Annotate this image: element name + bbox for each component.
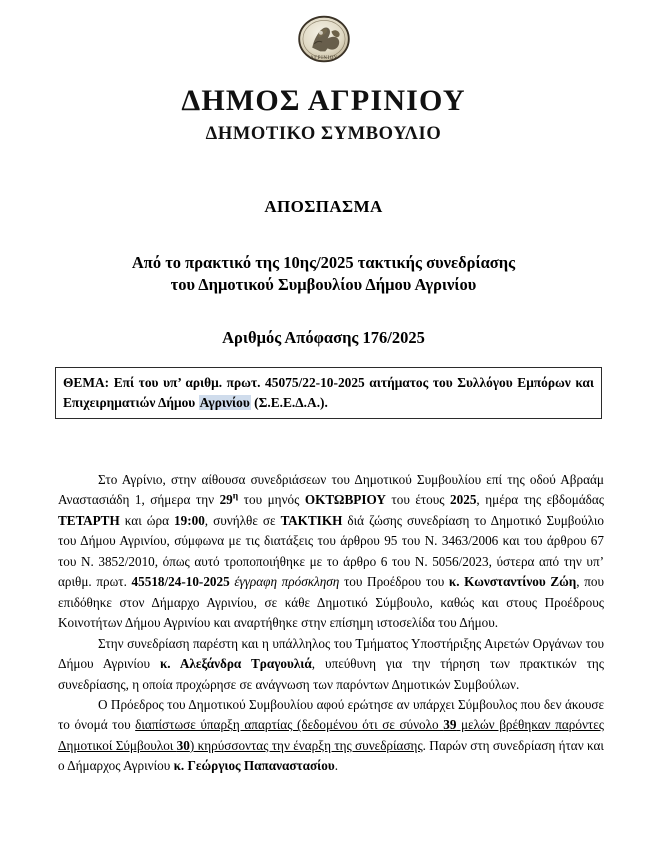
p3-total-members: 39 [443,717,457,733]
p1-day-suffix: η [232,492,239,503]
organization-subtitle: ΔΗΜΟΤΙΚΟ ΣΥΜΒΟΥΛΙΟ [205,123,442,144]
subject-box [55,367,602,419]
p1-seg-1: Στο Αγρίνιο, στην αίθουσα συνεδριάσεων του Δημοτικού Συμβουλίου επί της οδού Αβραάμ Αναστασιάδη 1, σήμερα την [58,472,604,508]
decision-number: Αριθμός Απόφασης 176/2025 [222,328,425,348]
body-paragraph-1 [58,470,604,634]
subject-label: ΘΕΜΑ: [63,375,110,390]
minutes-reference-line-1: Από το πρακτικό της 10ης/2025 τακτικής συνεδρίασης [131,252,516,272]
p1-invitation-protocol: 45518/24-10-2025 [131,574,230,590]
p1-time: 19:00 [174,512,205,528]
document-kind-heading: ΑΠΟΣΠΑΣΜΑ [264,196,383,216]
emblem-caption: ΑΓΡΙΝΙΟΥ [309,55,338,61]
p1-seg-3: του έτους [385,492,451,508]
minutes-reference-line-2: του Δημοτικού Συμβουλίου Δήμου Αγρινίου [170,275,477,295]
p1-seg-7: διά ζώσης συνεδρίαση το Δημοτικό Συμβούλιο του Δήμου Αγρινίου, σύμφωνα με τις διατάξεις του άρθρου 95 του Ν. 3463/2006 και του άρθρου 67 του Ν. 3852/2010, όπως αυτό τροποποιήθηκε με το άρθρο 6 του Ν. 5056/2023, ύστερα από την υπ’ αριθμ. πρωτ. [58,512,604,590]
emblem-container [0,0,647,75]
document-body [58,470,604,777]
p1-president-name: κ. Κωνσταντίνου Ζώη [448,574,577,590]
p1-seg-2: του μηνός [238,492,305,508]
p1-seg-5: και ώρα [119,512,175,528]
p2-seg-2: , υπεύθυνη για την τήρηση των πρακτικών της συνεδρίασης, η οποία προχώρησε σε ανάγνωση των παρόντων Δημοτικών Συμβούλων. [58,656,604,692]
p3-present-members: 30 [176,737,190,753]
subject-part-2: (Σ.Ε.Ε.Δ.Α.). [250,394,328,410]
p1-seg-8-italic: έγγραφη πρόσκληση [229,574,344,590]
p3-quorum-underline-1: διαπίστωσε ύπαρξη απαρτίας (δεδομένου ότι σε σύνολο [135,717,444,733]
p3-seg-2: . Παρών στη συνεδρίαση ήταν και ο Δήμαρχος Αγρινίου [58,737,604,774]
body-paragraph-3 [58,695,604,777]
p1-day-number: 29 [219,492,233,508]
p3-seg-1: Ο Πρόεδρος του Δημοτικού Συμβουλίου αφού ερώτησε αν υπάρχει Σύμβουλος που δεν άκουσε το όνομά του [58,696,604,733]
p1-seg-10: , που επιδόθηκε στον Δήμαρχο Αγρινίου, σε κάθε Δημοτικό Σύμβουλο, καθώς και στους Προέδρους Κοινοτήτων Δήμου Αγρινίου και αναρτήθηκε στην επίσημη ιστοσελίδα του Δήμου. [58,574,605,631]
minutes-reference [0,252,647,298]
subject-highlight: Αγρινίου [199,394,250,410]
organization-title: ΔΗΜΟΣ ΑΓΡΙΝΙΟΥ [181,84,466,117]
p3-quorum-underline-3: ) κηρύσσοντας την έναρξη της συνεδρίασης [189,737,423,753]
subject-text [63,373,594,412]
body-paragraph-2 [58,634,604,695]
p2-seg-1: Στην συνεδρίαση παρέστη και η υπάλληλος του Τμήματος Υποστήριξης Αιρετών Οργάνων του Δήμου Αγρινίου [58,635,604,672]
p1-month: ΟΚΤΩΒΡΙΟΥ [304,492,386,508]
p1-session-type: ΤΑΚΤΙΚΗ [280,512,343,528]
p1-weekday: ΤΕΤΑΡΤΗ [58,512,120,528]
p1-year: 2025 [450,492,477,508]
agrinio-municipality-coin-emblem-icon [293,8,355,70]
subject-part-1: Επί του υπ’ αριθμ. πρωτ. 45075/22-10-2025 αιτήματος του Συλλόγου Εμπόρων και Επιχειρηματιών Δήμου [63,375,594,410]
p2-clerk-name: κ. Αλεξάνδρα Τραγουλιά [159,656,312,672]
p1-seg-9: του Προέδρου του [343,574,449,590]
p1-seg-6: , συνήλθε σε [204,512,281,528]
p3-seg-3: . [334,758,338,774]
p3-mayor-name: κ. Γεώργιος Παπαναστασίου [173,758,335,774]
p3-quorum-underline-2: μελών βρέθηκαν παρόντες Δημοτικοί Σύμβουλοι [58,717,604,753]
p1-seg-4: , ημέρα της εβδομάδας [476,492,605,508]
